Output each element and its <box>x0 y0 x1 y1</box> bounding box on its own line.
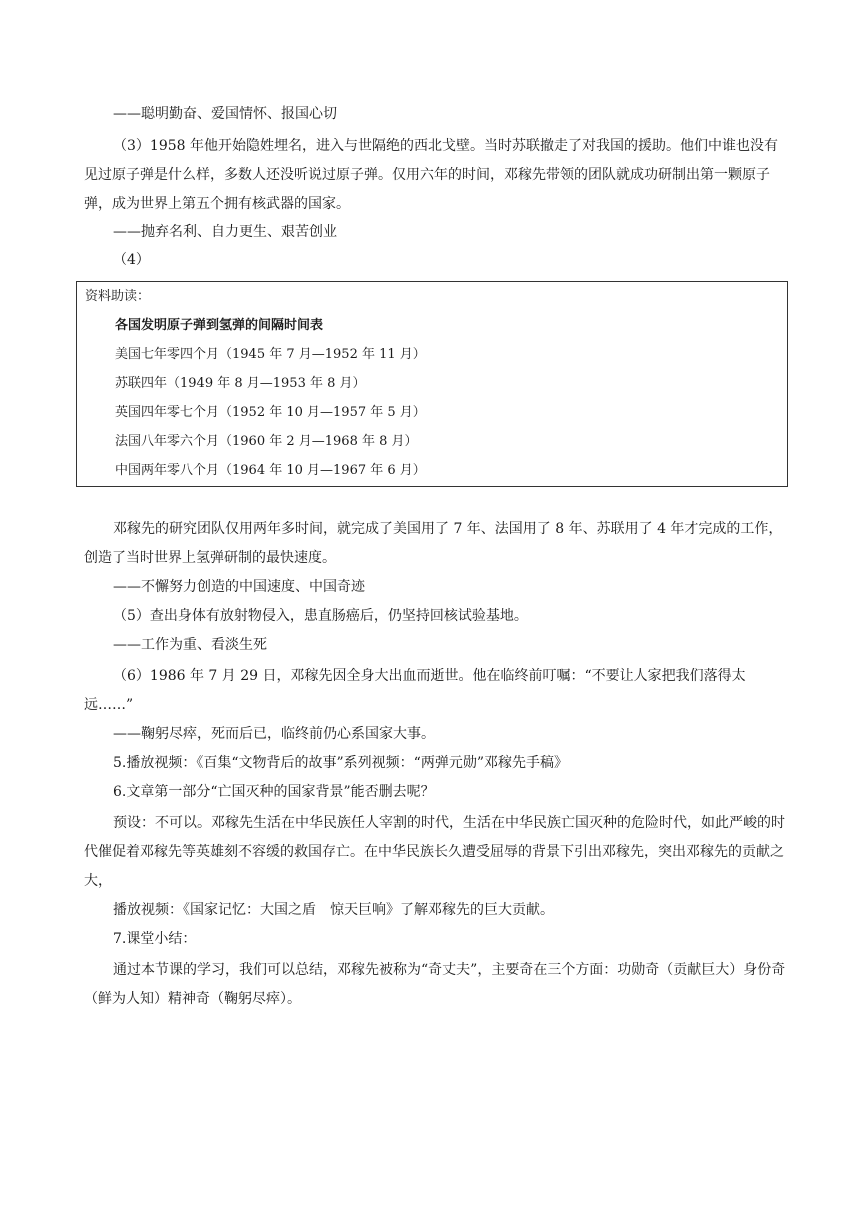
paragraph-hbomb-speed: 邓稼先的研究团队仅用两年多时间，就完成了美国用了 7 年、法国用了 8 年、苏联用了 4 年才完成的工作，创造了当时世界上氢弹研制的最快速度。 <box>84 521 783 566</box>
interval-row: 苏联四年（1949 年 8 月—1953 年 8 月） <box>115 376 366 391</box>
interval-row: 英国四年零七个月（1952 年 10 月—1957 年 5 月） <box>115 405 426 420</box>
summary-line-3: ——不懈努力创造的中国速度、中国奇迹 <box>113 579 365 595</box>
reading-material-box <box>76 281 788 487</box>
summary-line-4: ——工作为重、看淡生死 <box>113 637 267 653</box>
summary-line-1: ——聪明勤奋、爱国情怀、报国心切 <box>113 106 337 122</box>
summary-line-2: ——抛弃名利、自力更生、艰苦创业 <box>113 224 337 240</box>
table-title: 各国发明原子弹到氢弹的间隔时间表 <box>115 318 324 333</box>
step-6-question: 6.文章第一部分“亡国灭种的国家背景”能否删去呢？ <box>113 784 435 800</box>
summary-line-5: ——鞠躬尽瘁，死而后已，临终前仍心系国家大事。 <box>113 726 435 742</box>
paragraph-summary: 通过本节课的学习，我们可以总结，邓稼先被称为“奇丈夫”，主要奇在三个方面：功勋奇（贡献巨大）身份奇（鲜为人知）精神奇（鞠躬尽瘁）。 <box>84 962 786 1007</box>
video-note: 播放视频：《国家记忆：大国之盾 惊天巨响》了解邓稼先的巨大贡献。 <box>113 902 554 918</box>
paragraph-item-5: （5）查出身体有放射物侵入，患直肠癌后，仍坚持回核试验基地。 <box>113 608 528 624</box>
paragraph-item-6: （6）1986 年 7 月 29 日，邓稼先因全身大出血而逝世。他在临终前叮嘱：“不要让人家把我们落得太远……” <box>84 668 746 713</box>
box-title: 资料助读： <box>85 289 151 304</box>
item-4-label: （4） <box>113 252 150 268</box>
interval-row: 法国八年零六个月（1960 年 2 月—1968 年 8 月） <box>115 434 418 449</box>
paragraph-item-3: （3）1958 年他开始隐姓埋名，进入与世隔绝的西北戈壁。当时苏联撤走了对我国的援助。他们中谁也没有见过原子弹是什么样，多数人还没听说过原子弹。仅用六年的时间，邓稼先带领的团队就成功研制出第一颗原子弹，成为世界上第五个拥有核武器的国家。 <box>84 138 778 212</box>
step-5-video: 5.播放视频：《百集“文物背后的故事”系列视频：“两弹元勋”邓稼先手稿》 <box>113 755 568 771</box>
interval-row: 美国七年零四个月（1945 年 7 月—1952 年 11 月） <box>115 347 426 362</box>
step-7-summary-heading: 7.课堂小结： <box>113 931 197 947</box>
interval-row: 中国两年零八个月（1964 年 10 月—1967 年 6 月） <box>115 463 426 478</box>
paragraph-answer: 预设：不可以。邓稼先生活在中华民族任人宰割的时代，生活在中华民族亡国灭种的危险时代，如此严峻的时代催促着邓稼先等英雄刻不容缓的救国存亡。在中华民族长久遭受屈辱的背景下引出邓稼先，突出邓稼先的贡献之大， <box>84 815 785 889</box>
